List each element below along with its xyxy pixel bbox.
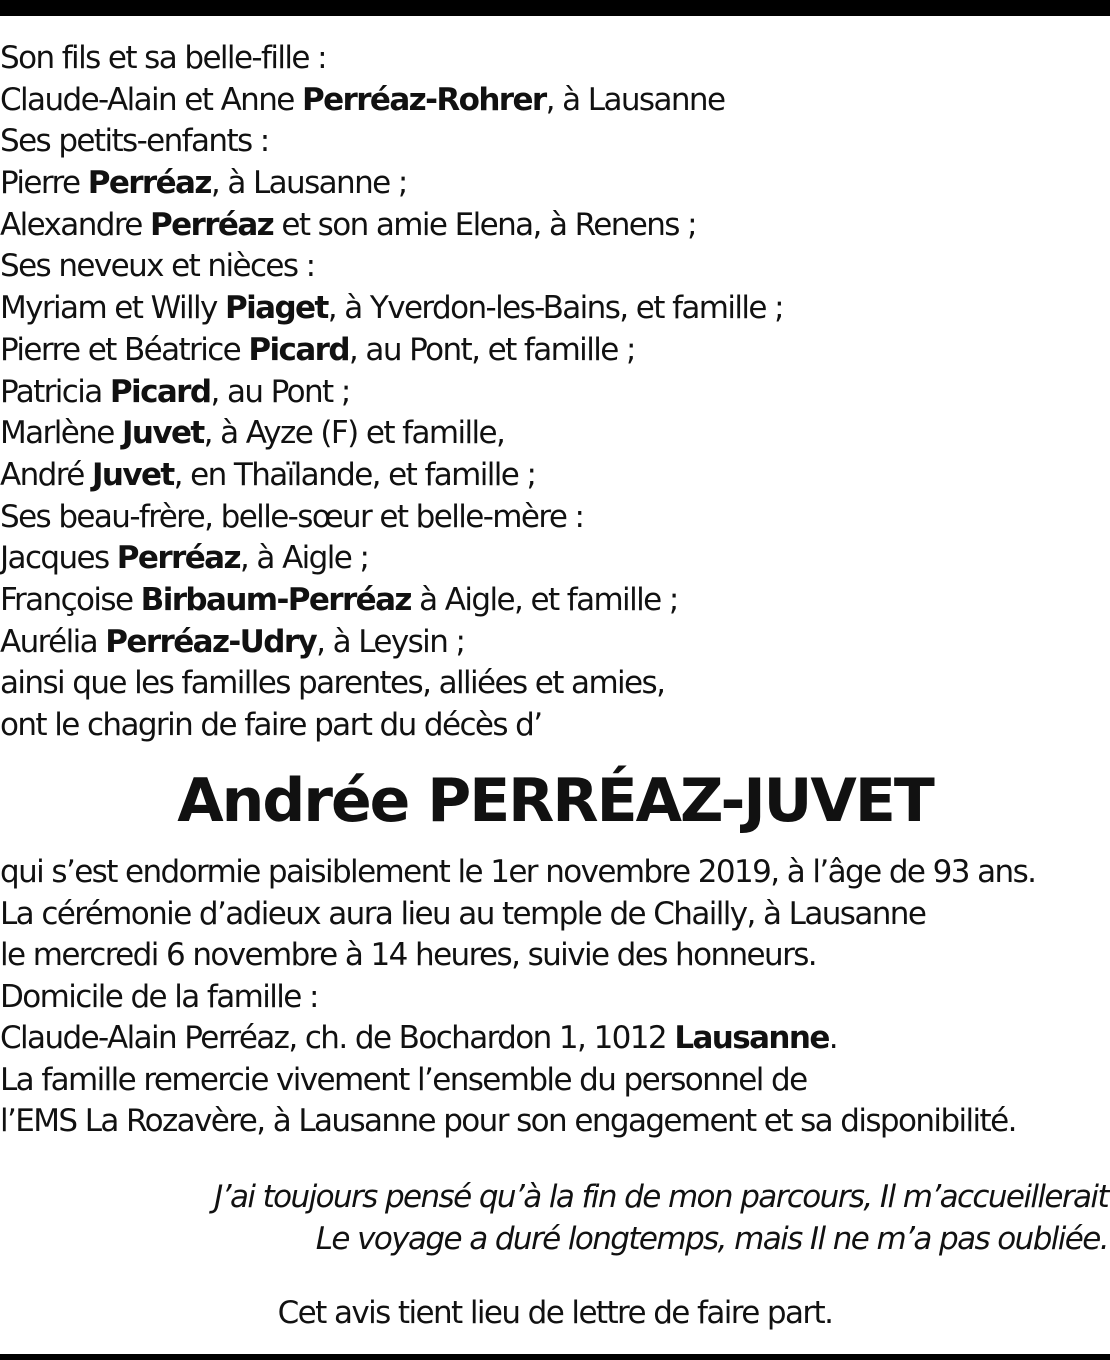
family-line: Ses neveux et nièces :: [0, 248, 315, 285]
info-line: l’EMS La Rozavère, à Lausanne pour son engagement et sa disponibilité.: [0, 1103, 1016, 1139]
family-line: Myriam et Willy Piaget, à Yverdon-les-Bains, et famille ;: [0, 290, 783, 327]
family-line: André Juvet, en Thaïlande, et famille ;: [0, 456, 536, 493]
family-line: Françoise Birbaum-Perréaz à Aigle, et famille ;: [0, 581, 678, 618]
family-list: [0, 38, 1110, 747]
bottom-rule: [0, 1354, 1110, 1360]
deceased-name: Andrée PERRÉAZ-JUVET: [177, 766, 933, 836]
info-line: La cérémonie d’adieux aura lieu au temple de Chailly, à Lausanne: [0, 895, 926, 932]
family-line: Son fils et sa belle-fille :: [0, 40, 326, 76]
family-line: Claude-Alain et Anne Perréaz-Rohrer, à Lausanne: [0, 81, 725, 118]
info-line: Claude-Alain Perréaz, ch. de Bochardon 1, 1012 Lausanne.: [0, 1020, 838, 1056]
verse-line: Le voyage a duré longtemps, mais Il ne m’a pas oubliée.: [315, 1221, 1108, 1257]
closing-note: Cet avis tient lieu de lettre de faire part.: [277, 1295, 833, 1331]
family-line: Aurélia Perréaz-Udry, à Leysin ;: [0, 623, 465, 660]
verse-quote: [214, 1176, 1108, 1260]
info-line: le mercredi 6 novembre à 14 heures, suivie des honneurs.: [0, 937, 817, 973]
family-line: Pierre Perréaz, à Lausanne ;: [0, 165, 407, 202]
family-line: Ses petits-enfants :: [0, 123, 269, 160]
info-line: qui s’est endormie paisiblement le 1er novembre 2019, à l’âge de 93 ans.: [0, 854, 1036, 890]
family-line: Marlène Juvet, à Ayze (F) et famille,: [0, 415, 505, 452]
info-line: La famille remercie vivement l’ensemble du personnel de: [0, 1061, 807, 1098]
family-line: Patricia Picard, au Pont ;: [0, 373, 350, 410]
family-line: Jacques Perréaz, à Aigle ;: [0, 540, 369, 577]
family-line: ont le chagrin de faire part du décès d’: [0, 707, 542, 743]
family-line: Ses beau-frère, belle-sœur et belle-mère :: [0, 498, 584, 535]
family-line: Pierre et Béatrice Picard, au Pont, et famille ;: [0, 331, 635, 368]
family-line: Alexandre Perréaz et son amie Elena, à Renens ;: [0, 206, 696, 243]
top-rule: [0, 0, 1110, 16]
verse-line: J’ai toujours pensé qu’à la fin de mon parcours, Il m’accueillerait: [214, 1179, 1108, 1215]
ceremony-info: [0, 852, 1110, 1143]
info-line: Domicile de la famille :: [0, 978, 318, 1015]
family-line: ainsi que les familles parentes, alliées et amies,: [0, 665, 665, 702]
